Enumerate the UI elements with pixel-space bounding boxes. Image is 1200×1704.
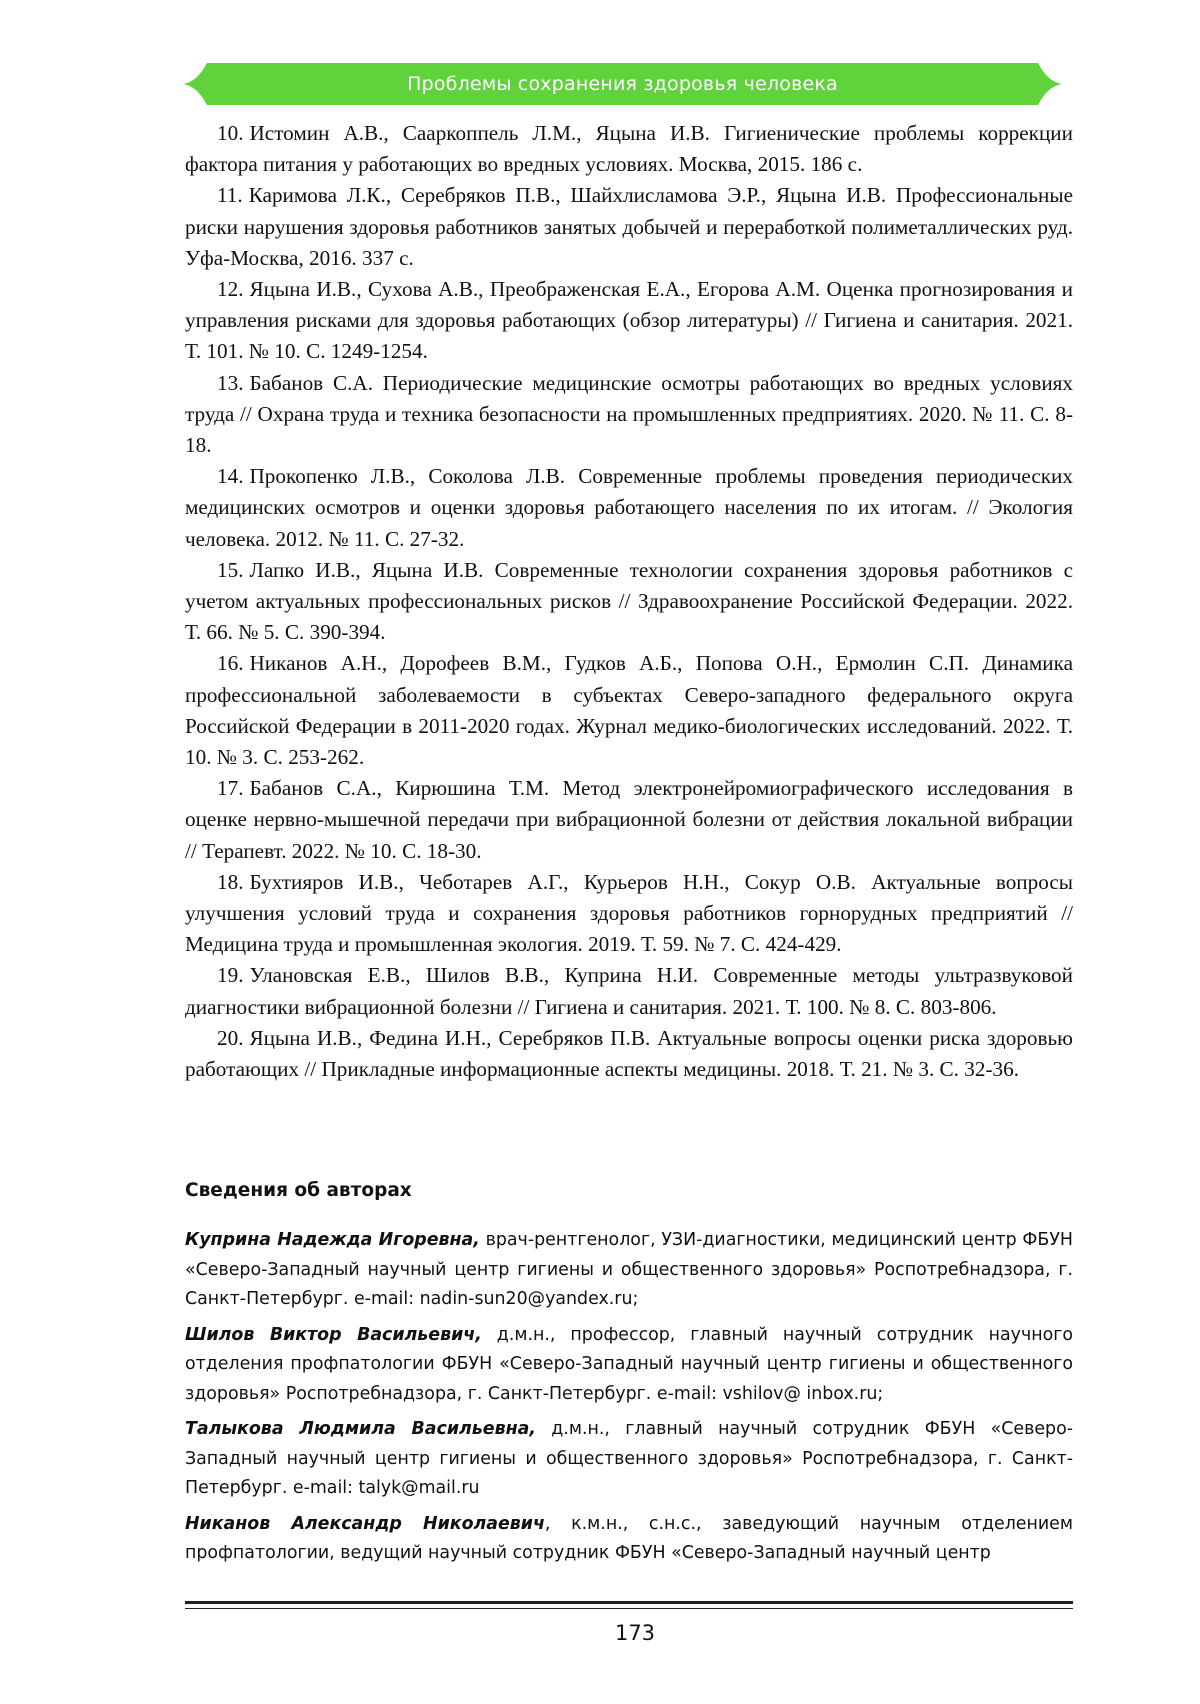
reference-number: 11.	[217, 183, 243, 208]
reference-number: 19.	[217, 963, 244, 988]
reference-item	[185, 461, 1073, 555]
author-details: , к.м.н., с.н.с., заведующий научным отделением профпатологии, ведущий научный сотрудник ФБУН «Северо-Западный научный центр	[185, 1513, 1073, 1563]
reference-text: Бабанов С.А. Периодические медицинские осмотры работающих во вредных условиях труда // Охрана труда и техника безопасности на промышленных предприятиях. 2020. № 11. С. 8-18.	[185, 370, 1073, 458]
reference-item	[185, 867, 1073, 961]
footer-rule-thin	[185, 1608, 1073, 1609]
author-details: д.м.н., профессор, главный научный сотрудник научного отделения профпатологии ФБУН «Северо-Западный научный центр гигиены и общественного здоровья» Роспотребнадзора, г. Санкт-Петербург. e-mail: vshilov@ inbox.ru;	[185, 1324, 1074, 1404]
reference-number: 15.	[217, 557, 244, 582]
reference-item	[185, 960, 1073, 1022]
reference-item	[185, 1023, 1073, 1085]
footer-divider	[185, 1601, 1073, 1613]
reference-number: 12.	[217, 277, 244, 302]
reference-text: Улановская Е.В., Шилов В.В., Куприна Н.И. Современные методы ультразвуковой диагностики вибрационной болезни // Гигиена и санитария. 2021. Т. 100. № 8. С. 803-806.	[185, 963, 1073, 1019]
reference-text: Истомин А.В., Сааркоппель Л.М., Яцына И.В. Гигиенические проблемы коррекции фактора питания у работающих во вредных условиях. Москва, 2015. 186 с.	[185, 121, 1073, 177]
reference-item	[185, 274, 1073, 368]
reference-item	[185, 773, 1073, 867]
reference-text: Прокопенко Л.В., Соколова Л.В. Современные проблемы проведения периодических медицинских осмотров и оценки здоровья работающего населения по их итогам. // Экология человека. 2012. № 11. С. 27-32.	[185, 464, 1073, 551]
author-details: д.м.н., главный научный сотрудник ФБУН «Северо-Западный научный центр гигиены и общественного здоровья» Роспотребнадзора, г. Санкт-Петербург. e-mail: talyk@mail.ru	[185, 1419, 1073, 1498]
footer-rule-thick	[185, 1601, 1073, 1604]
reference-item	[185, 180, 1073, 274]
reference-number: 17.	[217, 776, 244, 801]
reference-text: Яцына И.В., Федина И.Н., Серебряков П.В. Актуальные вопросы оценки риска здоровью работающих // Прикладные информационные аспекты медицины. 2018. Т. 21. № 3. С. 32-36.	[185, 1025, 1073, 1082]
reference-item	[185, 648, 1073, 773]
author-entry	[185, 1510, 1073, 1569]
author-entry	[185, 1226, 1073, 1315]
reference-text: Никанов А.Н., Дорофеев В.М., Гудков А.Б., Попова О.Н., Ермолин С.П. Динамика профессиональной заболеваемости в субъектах Северо-западного федерального округа Российской Федерации в 2011-2020 годах. Журнал медико-биологических исследований. 2022. Т. 10. № 3. С. 253-262.	[185, 651, 1073, 770]
reference-item	[185, 555, 1073, 649]
reference-number: 20.	[217, 1025, 244, 1050]
author-details: врач-рентгенолог, УЗИ-диагностики, медицинский центр ФБУН «Северо-Западный научный центр гигиены и общественного здоровья» Роспотребнадзора, г. Санкт-Петербург. e-mail: nadin-sun20@yandex.ru;	[185, 1230, 1073, 1309]
author-name: Куприна Надежда Игоревна,	[185, 1230, 480, 1250]
author-name: Никанов Александр Николаевич	[185, 1513, 545, 1534]
author-list	[185, 1226, 1073, 1575]
reference-text: Бабанов С.А., Кирюшина Т.М. Метод электронейромиографического исследования в оценке нервно-мышечной передачи при вибрационной болезни от действия локальной вибрации // Терапевт. 2022. № 10. С. 18-30.	[185, 776, 1073, 863]
reference-text: Лапко И.В., Яцына И.В. Современные технологии сохранения здоровья работников с учетом актуальных профессиональных рисков // Здравоохранение Российской Федерации. 2022. Т. 66. № 5. С. 390-394.	[185, 557, 1073, 645]
reference-number: 14.	[217, 464, 244, 489]
reference-number: 18.	[217, 869, 244, 894]
reference-item	[185, 368, 1073, 462]
reference-text: Каримова Л.К., Серебряков П.В., Шайхлисламова Э.Р., Яцына И.В. Профессиональные риски нарушения здоровья работников занятых добычей и переработкой полиметаллических руд. Уфа-Москва, 2016. 337 с.	[185, 183, 1073, 270]
running-header	[183, 63, 1062, 105]
reference-item	[185, 118, 1073, 180]
reference-number: 10.	[217, 121, 244, 145]
reference-number: 16.	[217, 651, 244, 676]
reference-text: Бухтияров И.В., Чеботарев А.Г., Курьеров Н.Н., Сокур О.В. Актуальные вопросы улучшения условий труда и сохранения здоровья работников горнорудных предприятий // Медицина труда и промышленная экология. 2019. Т. 59. № 7. С. 424-429.	[185, 869, 1073, 957]
reference-number: 13.	[217, 370, 244, 395]
author-name: Шилов Виктор Васильевич,	[185, 1324, 482, 1345]
author-entry	[185, 1321, 1073, 1410]
page-number: 173	[614, 1621, 656, 1645]
running-header-title: Проблемы сохранения здоровья человека	[407, 73, 838, 95]
authors-section-heading: Сведения об авторах	[185, 1180, 412, 1201]
reference-list	[185, 118, 1073, 1085]
reference-text: Яцына И.В., Сухова А.В., Преображенская Е.А., Егорова А.М. Оценка прогнозирования и управления рисками для здоровья работающих (обзор литературы) // Гигиена и санитария. 2021. Т. 101. № 10. С. 1249-1254.	[185, 277, 1073, 364]
author-name: Талыкова Людмила Васильевна,	[185, 1419, 536, 1439]
author-entry	[185, 1415, 1073, 1504]
